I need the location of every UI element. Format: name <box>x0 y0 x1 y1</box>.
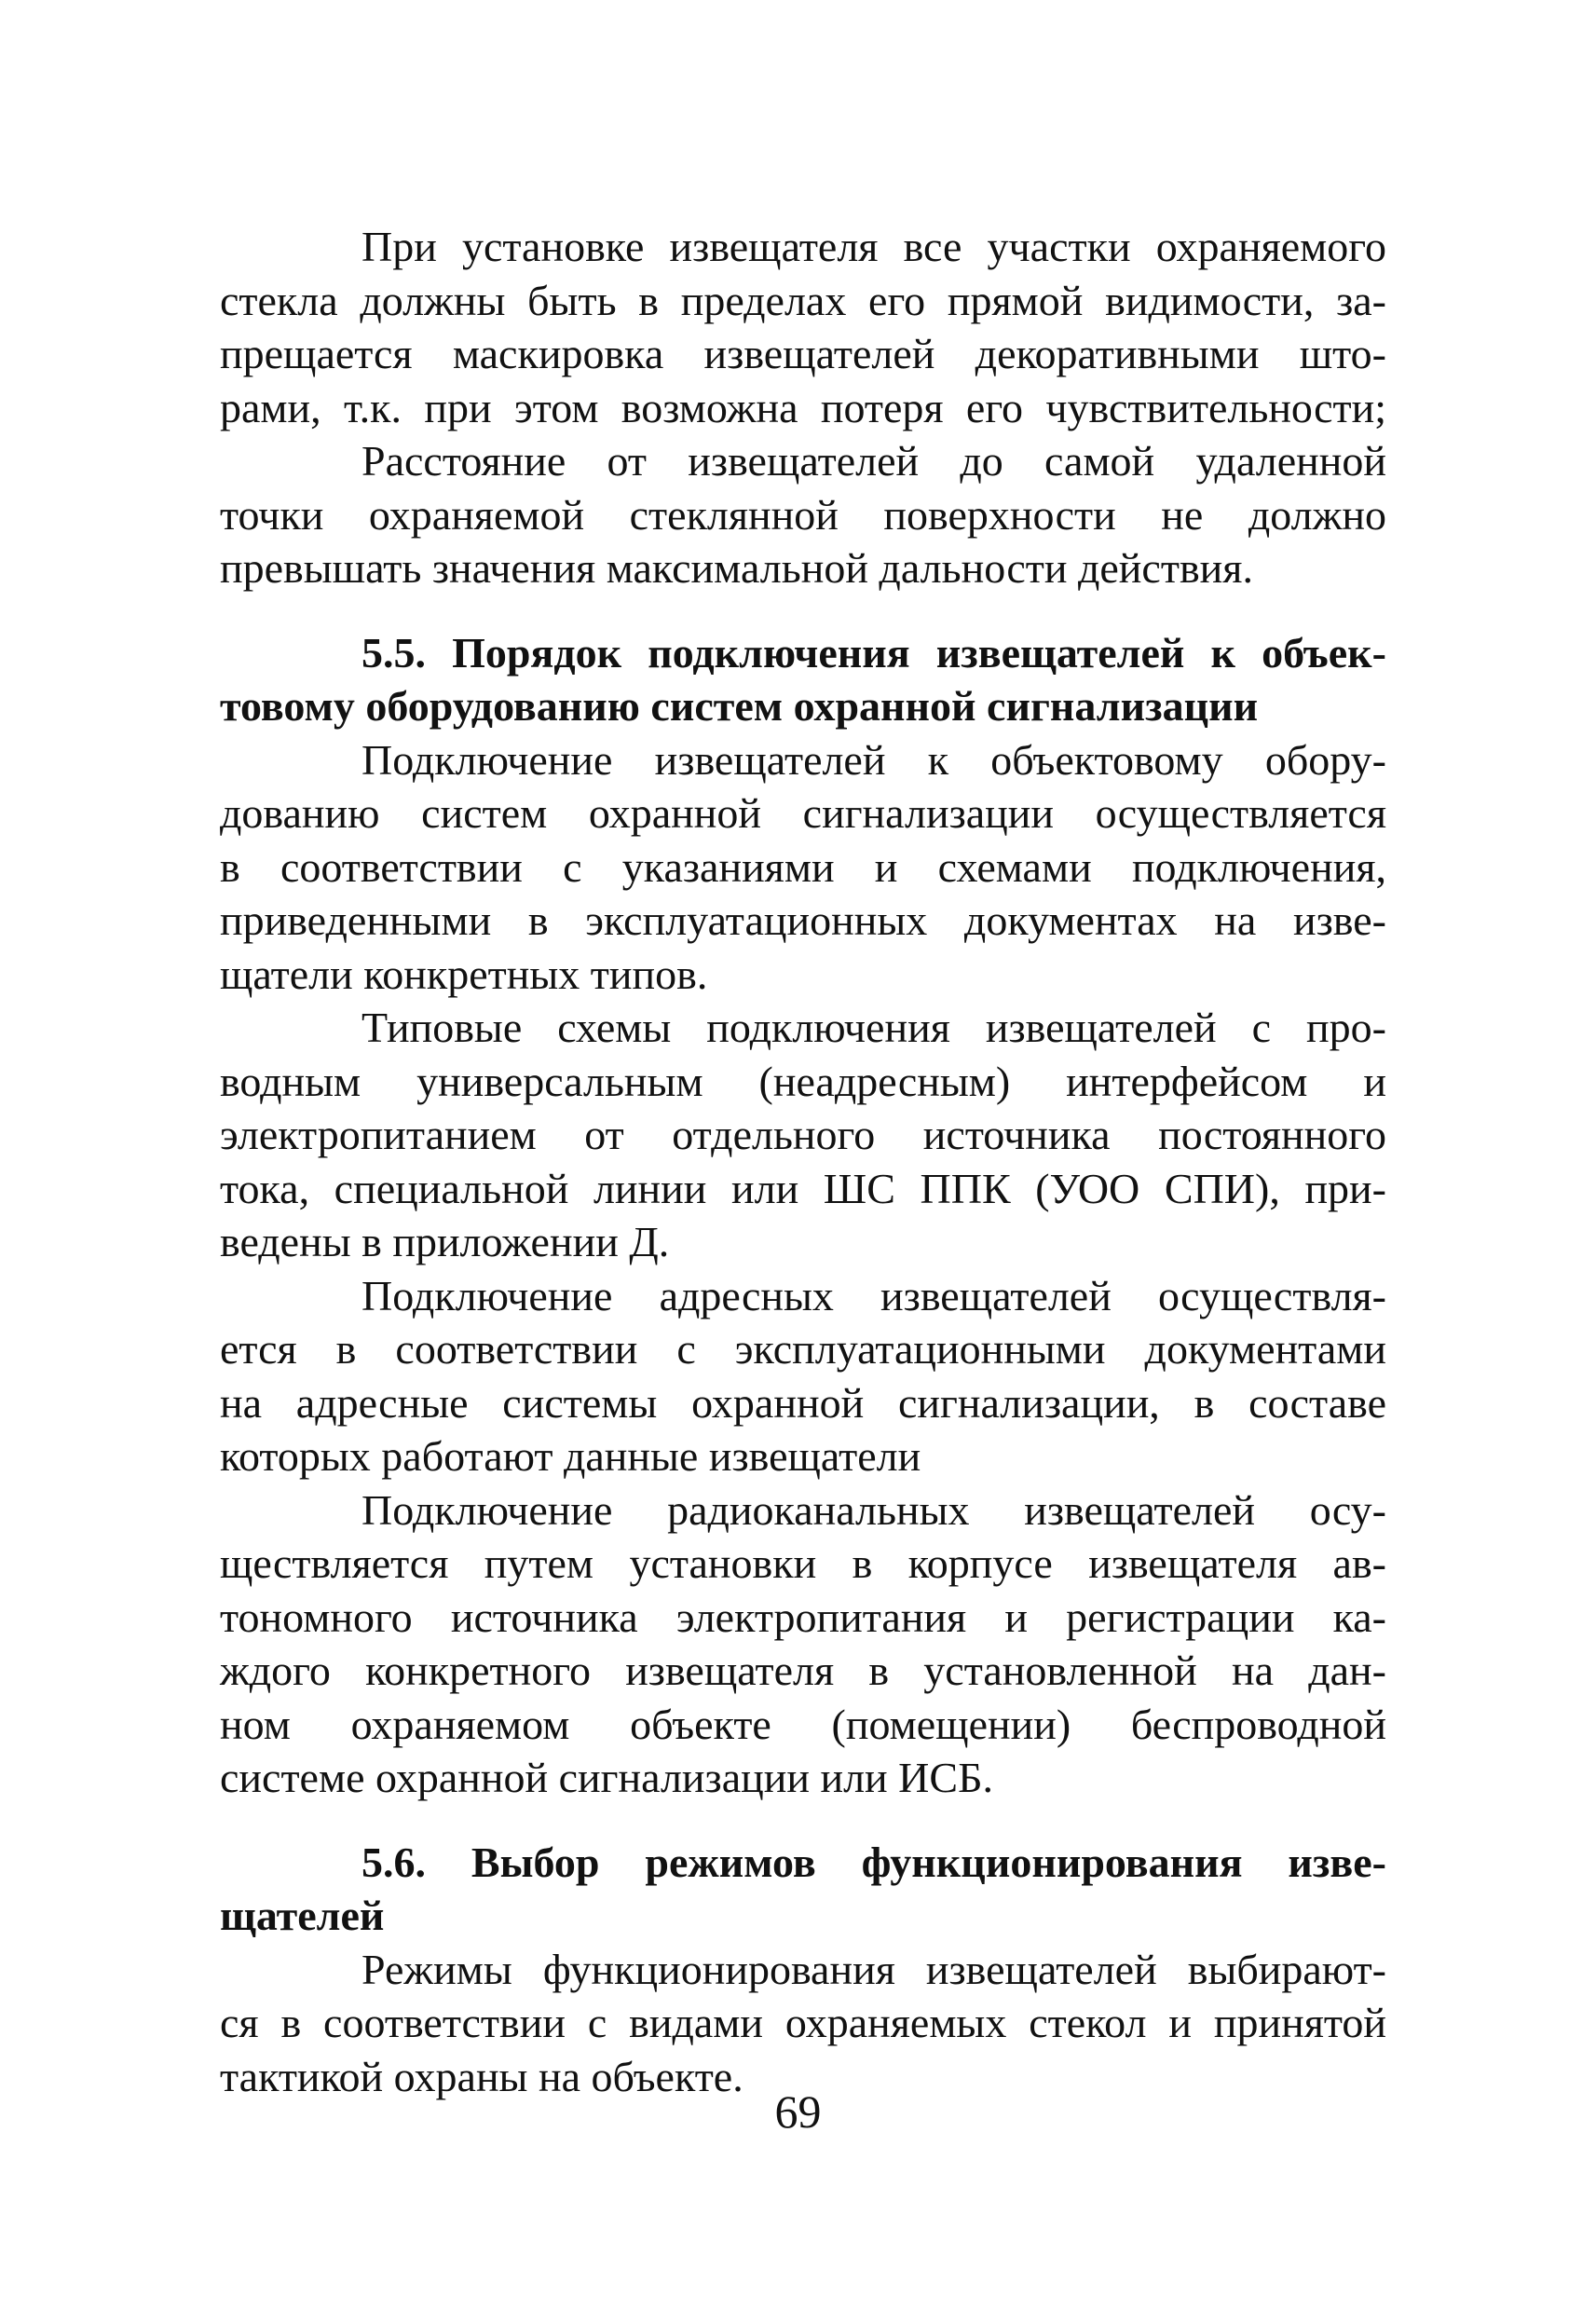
text-line: рами, т.к. при этом возможна потеря его чувствительности; <box>220 383 1386 431</box>
paragraph-distance <box>220 434 1386 595</box>
paragraph-modes <box>220 1943 1386 2104</box>
text-line: дованию систем охранной сигнализации осуществляется <box>220 789 1386 837</box>
heading-line: щателей <box>220 1892 385 1939</box>
text-line: ществляется путем установки в корпусе извещателя ав- <box>220 1539 1386 1587</box>
page-body <box>220 220 1386 2103</box>
paragraph-typical-schemes <box>220 1001 1386 1269</box>
text-line: ждого конкретного извещателя в установленной на дан- <box>220 1647 1386 1694</box>
text-line: которых работают данные извещатели <box>220 1432 921 1480</box>
text-line: стекла должны быть в пределах его прямой видимости, за- <box>220 276 1386 324</box>
text-line: ется в соответствии с эксплуатационными документами <box>220 1325 1386 1373</box>
text-line: Расстояние от извещателей до самой удаленной <box>361 437 1386 485</box>
text-line: Подключение адресных извещателей осуществля- <box>361 1271 1386 1319</box>
text-line: в соответствии с указаниями и схемами подключения, <box>220 842 1386 891</box>
text-line: прещается маскировка извещателей декоративными што- <box>220 330 1386 377</box>
section-heading-5-6 <box>220 1836 1386 1943</box>
paragraph-radio-channel <box>220 1483 1386 1805</box>
text-line: системе охранной сигнализации или ИСБ. <box>220 1754 993 1801</box>
section-heading-5-5 <box>220 626 1386 733</box>
text-line: тактикой охраны на объекте. <box>220 2052 743 2100</box>
text-line: водным универсальным (неадресным) интерфейсом и <box>220 1057 1386 1105</box>
text-line: приведенными в эксплуатационных документах на изве- <box>220 896 1386 944</box>
paragraph-addressable <box>220 1269 1386 1483</box>
text-line: на адресные системы охранной сигнализации, в составе <box>220 1378 1386 1427</box>
text-line: электропитанием от отдельного источника постоянного <box>220 1111 1386 1158</box>
paragraph-connection <box>220 733 1386 1002</box>
text-line: тономного источника электропитания и регистрации ка- <box>220 1592 1386 1641</box>
page-number: 69 <box>774 2085 822 2138</box>
text-line: тока, специальной линии или ШС ППК (УОО СПИ), при- <box>220 1164 1386 1212</box>
text-line: ся в соответствии с видами охраняемых стекол и принятой <box>220 1999 1386 2046</box>
text-line: Подключение извещателей к объектовому обору- <box>361 735 1386 784</box>
text-line: превышать значения максимальной дальности действия. <box>220 544 1253 592</box>
text-line: ном охраняемом объекте (помещении) беспроводной <box>220 1700 1386 1748</box>
text-line: щатели конкретных типов. <box>220 950 708 998</box>
heading-line: товому оборудованию систем охранной сигнализации <box>220 682 1259 730</box>
text-line: При установке извещателя все участки охраняемого <box>361 223 1386 270</box>
text-line: Подключение радиоканальных извещателей осу- <box>361 1485 1386 1534</box>
heading-line: 5.5. Порядок подключения извещателей к объек- <box>361 628 1386 677</box>
text-line: ведены в приложении Д. <box>220 1218 670 1265</box>
text-line: точки охраняемой стеклянной поверхности не должно <box>220 490 1386 539</box>
text-line: Типовые схемы подключения извещателей с про- <box>361 1004 1386 1051</box>
text-line: Режимы функционирования извещателей выбирают- <box>361 1945 1386 1993</box>
paragraph-glass-visibility <box>220 220 1386 434</box>
heading-line: 5.6. Выбор режимов функционирования изве- <box>361 1838 1386 1886</box>
